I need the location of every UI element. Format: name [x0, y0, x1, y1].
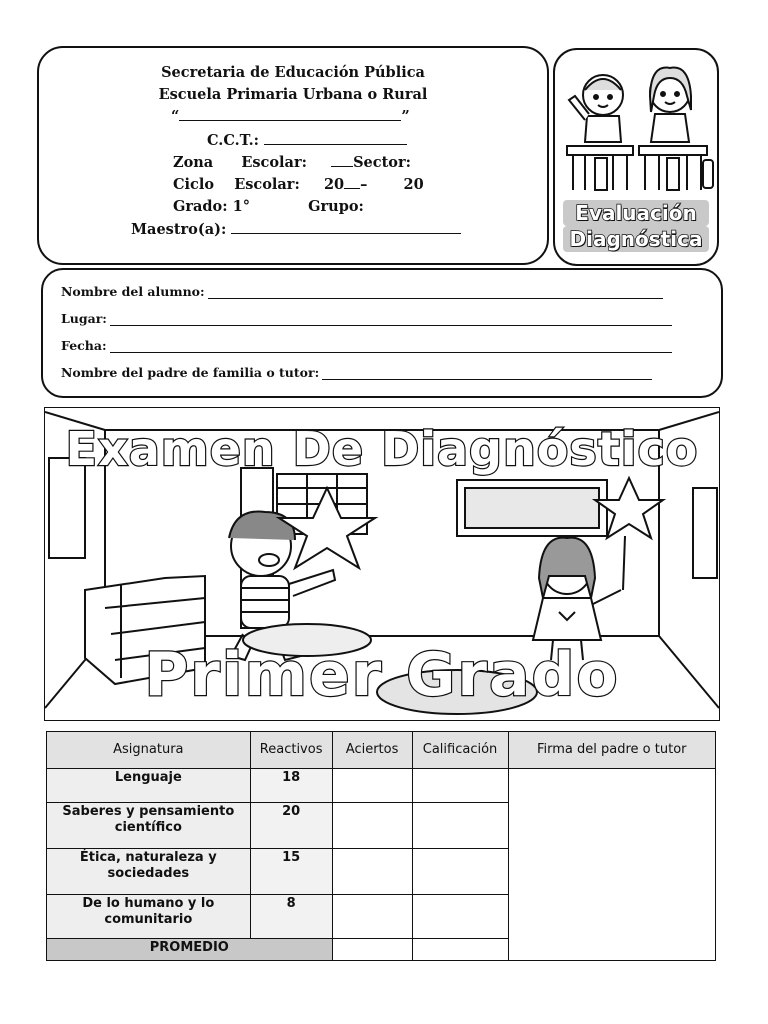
- grado-value: 1°: [232, 198, 250, 215]
- correct-cell[interactable]: [332, 769, 412, 803]
- table-header-row: [47, 732, 716, 769]
- zona-row: [173, 154, 411, 171]
- student-name-label: Nombre del alumno:: [61, 284, 205, 299]
- correct-cell[interactable]: [332, 849, 412, 895]
- score-cell[interactable]: [412, 849, 508, 895]
- maestro-label: Maestro(a):: [131, 221, 227, 238]
- sector-label: Sector:: [353, 154, 411, 171]
- subject-cell: Lenguaje: [47, 769, 251, 803]
- ministry-name: Secretaria de Educación Pública: [161, 64, 425, 81]
- zona-label: Zona: [173, 154, 214, 171]
- escolar-label: Escolar:: [241, 154, 307, 171]
- grado-label: Grado:: [173, 198, 228, 215]
- classroom-illustration: [44, 407, 720, 721]
- student-name-field[interactable]: [61, 284, 663, 299]
- grupo-label: Grupo:: [308, 198, 364, 215]
- correct-cell[interactable]: [332, 895, 412, 939]
- cct-field: [207, 132, 407, 149]
- subject-cell: Ética, naturaleza y sociedades: [47, 849, 251, 895]
- badge-title-line1: Evaluación: [563, 200, 709, 226]
- school-name: Escuela Primaria Urbana o Rural: [158, 86, 428, 103]
- average-score-cell[interactable]: [412, 939, 508, 961]
- col-header-score: Calificación: [412, 732, 508, 769]
- exam-title: Examen De Diagnóstico: [65, 422, 699, 476]
- items-cell: 18: [250, 769, 332, 803]
- date-field[interactable]: [61, 338, 672, 353]
- school-header: [37, 46, 549, 265]
- ciclo-end: 20: [403, 176, 424, 193]
- ciclo-dash: –: [360, 176, 368, 193]
- quote-open: “: [171, 108, 180, 125]
- students-at-desks-illustration: [555, 50, 717, 200]
- items-cell: 15: [250, 849, 332, 895]
- badge-title: [555, 200, 717, 252]
- diagnostic-badge: [553, 48, 719, 266]
- average-correct-cell[interactable]: [332, 939, 412, 961]
- ciclo-start: 20: [323, 176, 345, 193]
- grade-title: Primer Grado: [144, 640, 620, 710]
- school-name-field: [171, 108, 410, 125]
- ciclo-escolar-label: Escolar:: [234, 176, 300, 193]
- subject-cell: Saberes y pensamiento científico: [47, 803, 251, 849]
- place-label: Lugar:: [61, 311, 107, 326]
- grado-row: [173, 198, 364, 215]
- ciclo-label: Ciclo: [173, 176, 215, 193]
- score-cell[interactable]: [412, 769, 508, 803]
- quote-close: ”: [401, 108, 410, 125]
- student-info-box: [41, 268, 723, 398]
- ciclo-row: [173, 176, 424, 193]
- place-field[interactable]: [61, 311, 672, 326]
- table-row: [47, 769, 716, 803]
- subject-cell: De lo humano y lo comunitario: [47, 895, 251, 939]
- score-cell[interactable]: [412, 895, 508, 939]
- parent-name-label: Nombre del padre de familia o tutor:: [61, 365, 320, 380]
- average-label: PROMEDIO: [47, 939, 333, 961]
- col-header-subject: Asignatura: [47, 732, 251, 769]
- grades-table: [46, 731, 716, 961]
- parent-name-field[interactable]: [61, 365, 652, 380]
- signature-cell[interactable]: [508, 769, 716, 961]
- badge-title-line2: Diagnóstica: [563, 226, 709, 252]
- items-cell: 20: [250, 803, 332, 849]
- date-label: Fecha:: [61, 338, 107, 353]
- col-header-signature: Firma del padre o tutor: [508, 732, 716, 769]
- col-header-items: Reactivos: [250, 732, 332, 769]
- correct-cell[interactable]: [332, 803, 412, 849]
- cct-label: C.C.T.:: [207, 132, 259, 149]
- col-header-correct: Aciertos: [332, 732, 412, 769]
- items-cell: 8: [250, 895, 332, 939]
- score-cell[interactable]: [412, 803, 508, 849]
- maestro-field: [131, 221, 461, 238]
